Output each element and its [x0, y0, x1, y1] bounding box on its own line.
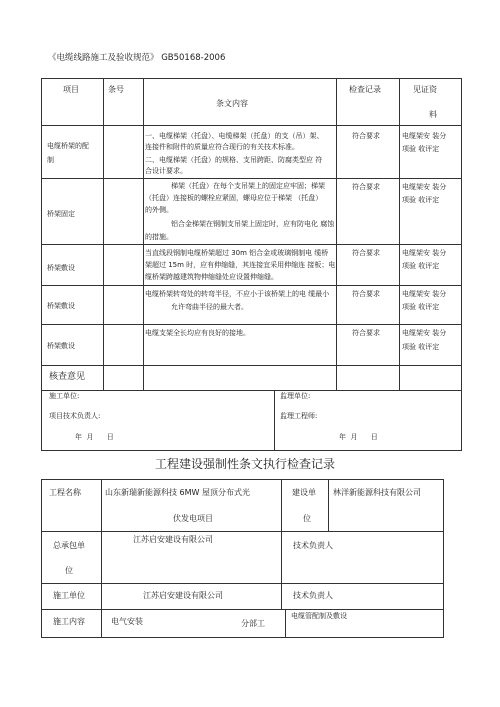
row2-item: 桥架固定	[47, 210, 75, 218]
sign-left-date: 年 月 日	[75, 433, 114, 441]
sign-left-unit: 施工单位:	[49, 392, 80, 400]
row3-check: 符合要求	[352, 249, 380, 257]
sign-left-person: 项目技术负责人:	[49, 412, 101, 420]
row2-content-1: 梯架（托盘）在每个支吊架上的固定应牢固；梯架	[171, 182, 325, 190]
build-unit-label-2: 位	[303, 514, 311, 523]
row4-content-2: 允许弯曲半径的最大者。	[171, 303, 248, 311]
row1-content-3: 二、电缆梯架（托盘）的规格、支吊跨距、防腐类型应 符	[145, 156, 323, 164]
row5-item: 桥架敷设	[47, 342, 75, 350]
sub-value: 电缆管配制及敷设	[291, 612, 347, 620]
row2-evidence-2: 项验 收评定	[402, 196, 440, 204]
row5-check: 符合要求	[352, 329, 380, 337]
row1-evidence-2: 项验 收评定	[402, 145, 440, 153]
row4-evidence-1: 电缆架安 装分	[402, 290, 447, 298]
project-info-table	[41, 479, 443, 637]
section2-title: 工程建设强制性条文执行检查记录	[155, 457, 336, 471]
row4-item: 桥架敷设	[47, 302, 75, 310]
constr-unit-label: 施工单位	[53, 591, 85, 600]
inspection-table	[41, 78, 461, 450]
row3-item: 桥架敷设	[47, 264, 75, 272]
row2-check: 符合要求	[352, 183, 380, 191]
row3-evidence-1: 电缆架安 装分	[402, 249, 447, 257]
header-evidence-2: 料	[429, 110, 437, 119]
header-item: 项目	[63, 85, 79, 94]
review-label: 核查意见	[49, 372, 86, 382]
tech-lead-label: 技术负责人	[293, 541, 333, 550]
row1-item: 电缆桥架的配	[47, 142, 89, 150]
gc-label: 总承包单	[53, 541, 85, 550]
project-label: 工程名称	[49, 488, 81, 497]
row1-content-1: 一、电缆梯架（托盘）、电缆梯架（托盘）的支（吊）架、	[145, 132, 324, 140]
header-clause: 条号	[108, 85, 124, 94]
sub-label: 分部工	[241, 619, 265, 628]
header-check: 检查记录	[349, 85, 381, 94]
row5-content-1: 电缆支架全长均应有良好的接地。	[145, 329, 250, 337]
header-evidence: 见证资	[413, 85, 437, 94]
gc-value: 江苏启安建设有限公司	[133, 535, 213, 544]
row1-item-2: 制	[47, 156, 54, 164]
constr-unit-value: 江苏启安建设有限公司	[143, 591, 223, 600]
row2-content-4: 铝合金梯架在钢制支吊架上固定时，应有防电化 腐蚀	[171, 220, 335, 228]
build-unit-label: 建设单	[292, 488, 316, 497]
row2-content-3: 的外侧。	[145, 206, 173, 214]
row5-evidence-2: 项验 收评定	[402, 343, 440, 351]
row5-evidence-1: 电缆架安 装分	[402, 329, 447, 337]
row1-check: 符合要求	[352, 132, 380, 140]
row3-evidence-2: 项验 收评定	[402, 262, 440, 270]
tech-lead-label-2: 技术负责人	[293, 591, 333, 600]
row3-content-3: 缆桥架跨越建筑物伸缩缝处应设置伸缩缝。	[145, 273, 278, 281]
sign-right-person: 监理工程师:	[280, 412, 318, 420]
content-value: 电气安装	[111, 617, 143, 626]
row2-content-2: （托盘）连接板的螺栓应紧固，螺母应位于梯架 （托盘）	[145, 194, 323, 202]
row2-content-5: 的措施。	[145, 233, 173, 241]
row1-content-4: 合设计要求。	[145, 167, 187, 175]
sign-right-unit: 监理单位:	[280, 392, 311, 400]
row1-evidence-1: 电缆架安 装分	[402, 132, 447, 140]
row2-evidence-1: 电缆架安 装分	[402, 183, 447, 191]
row3-content-2: 架超过 15m 时，应有伸缩缝，其连接宜采用伸缩连 接板；电	[145, 261, 336, 269]
gc-label-2: 位	[65, 566, 73, 575]
row4-content-1: 电缆桥架转弯处的转弯半径，不应小于该桥架上的电 缆最小	[145, 290, 330, 298]
doc-title: 《电缆线路施工及验收规范》 GB50168-2006	[48, 53, 226, 63]
build-unit-value: 林洋新能源科技有限公司	[333, 488, 421, 497]
row4-check: 符合要求	[352, 290, 380, 298]
row3-content-1: 当直线段钢制电缆桥架超过 30m 铝合金或玻璃钢制电 缆桥	[145, 249, 329, 257]
row1-content-2: 连接件和附件的质量应符合现行的有关技术标准。	[145, 143, 299, 151]
header-content: 条文内容	[216, 99, 248, 108]
content-label: 施工内容	[53, 617, 85, 626]
project-value-2: 伏发电项目	[173, 514, 213, 523]
sign-right-date: 年 月 日	[339, 433, 378, 441]
row4-evidence-2: 项验 收评定	[402, 303, 440, 311]
project-value-1: 山东新瑞新能源科技 6MW 屋顶分布式光	[105, 488, 250, 497]
